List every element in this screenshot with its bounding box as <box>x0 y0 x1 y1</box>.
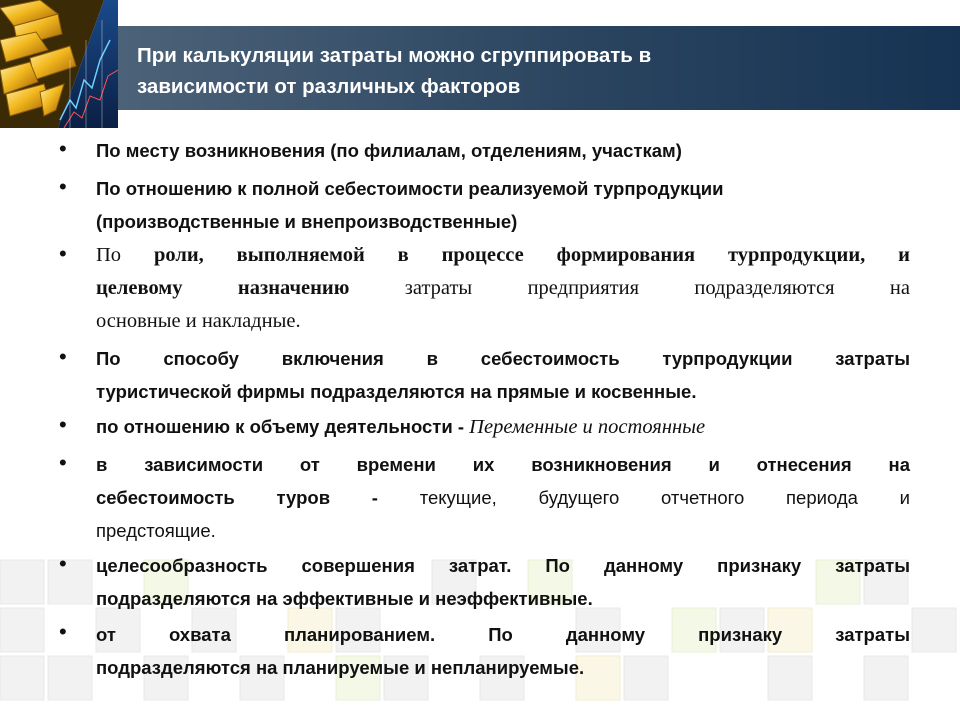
list-item-text: По <box>96 244 154 266</box>
list-item-text: текущие, будущего отчетного периода и <box>419 487 910 508</box>
list-item-text: По способу включения в себестоимость турпродукции затраты <box>96 348 910 369</box>
bullet-icon: • <box>59 344 67 369</box>
bullet-icon: • <box>59 136 67 161</box>
bullet-icon: • <box>59 241 67 266</box>
list-item <box>96 618 910 684</box>
list-item-text-italic: Переменные и постоянные <box>469 416 706 438</box>
bullet-icon: • <box>59 174 67 199</box>
list-item-text-bold: себестоимость туров - <box>96 487 420 508</box>
list-item-text-bold: целевому назначению <box>96 277 350 299</box>
list-item <box>96 342 910 408</box>
list-item <box>96 172 910 238</box>
list-item-text: подразделяются на планируемые и непланируемые. <box>96 657 585 678</box>
list-item-text-bold: роли, выполняемой в процессе формирования турпродукции, и <box>153 244 910 266</box>
bullet-icon: • <box>59 619 67 644</box>
list-item <box>96 410 910 444</box>
slide-title-line-2: зависимости от различных факторов <box>137 75 521 98</box>
list-item-text: в зависимости от времени их возникновения и отнесения на <box>96 454 910 475</box>
bullet-icon: • <box>59 412 67 437</box>
list-item-line <box>96 410 910 444</box>
list-item-text: подразделяются на эффективные и неэффективные. <box>96 588 593 609</box>
bullet-icon: • <box>59 450 67 475</box>
list-item-line <box>96 272 910 305</box>
list-item-text: от охвата планированием. По данному признаку затраты <box>96 624 910 645</box>
list-item-text: предстоящие. <box>96 520 216 541</box>
list-item-text: целесообразность совершения затрат. По данному признаку затраты <box>96 555 910 576</box>
list-item-text: По отношению к полной себестоимости реализуемой турпродукции <box>96 178 724 199</box>
list-item <box>96 239 910 338</box>
list-item-text: (производственные и внепроизводственные) <box>96 211 518 232</box>
list-item <box>96 134 910 167</box>
list-item-line <box>96 239 910 272</box>
list-item <box>96 549 910 615</box>
list-item-text: основные и накладные. <box>96 310 301 332</box>
list-item-text: По месту возникновения (по филиалам, отделениям, участкам) <box>96 140 682 161</box>
list-item-text-bold: по отношению к объему деятельности - <box>96 416 470 437</box>
bullet-icon: • <box>59 551 67 576</box>
list-item <box>96 448 910 547</box>
list-item-text: туристической фирмы подразделяются на прямые и косвенные. <box>96 381 697 402</box>
list-item-line <box>96 481 910 514</box>
slide-title-line-1: При калькуляции затраты можно сгруппировать в <box>137 44 652 67</box>
list-item-text: затраты предприятия подразделяются на <box>349 277 910 299</box>
